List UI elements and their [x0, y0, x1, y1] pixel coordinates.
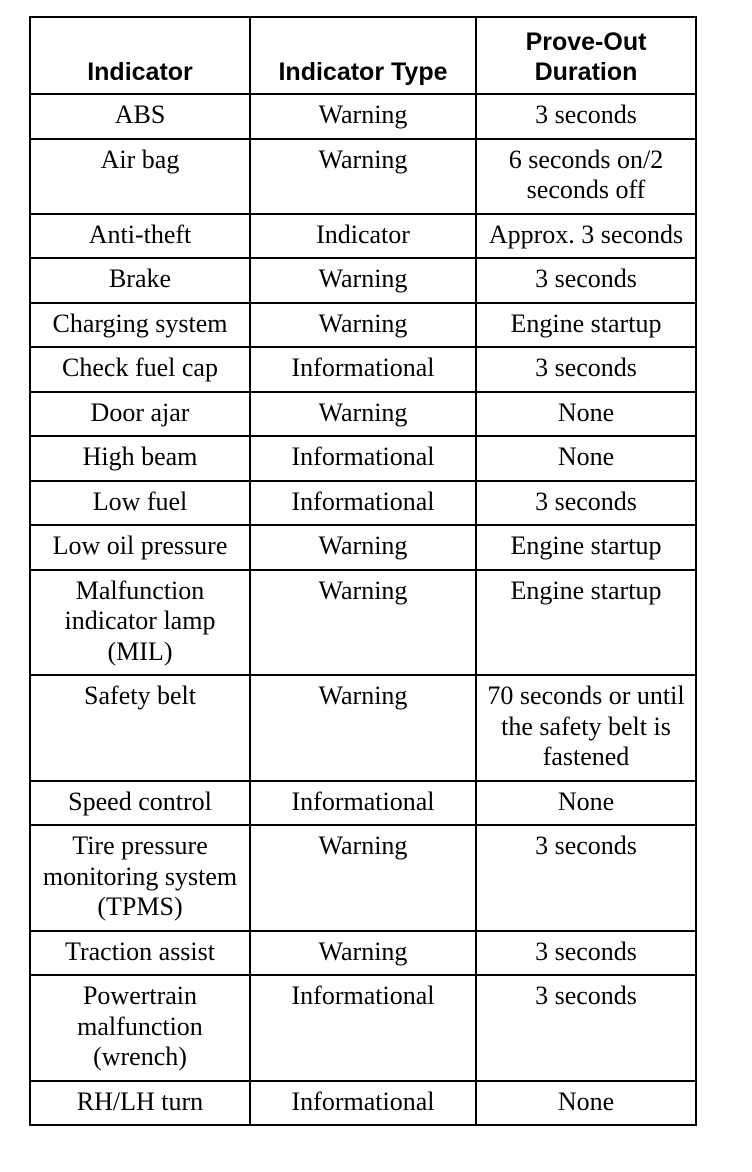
cell-indicator: Safety belt — [30, 675, 250, 781]
cell-duration: 3 seconds — [476, 258, 696, 303]
header-row — [30, 17, 696, 94]
table-row — [30, 570, 696, 676]
cell-indicator: RH/LH turn — [30, 1081, 250, 1126]
cell-indicator-type: Warning — [250, 392, 476, 437]
indicator-table — [29, 16, 697, 1126]
table-row — [30, 825, 696, 931]
cell-indicator-type: Warning — [250, 931, 476, 976]
table-row — [30, 525, 696, 570]
table-body — [30, 94, 696, 1125]
cell-indicator: Check fuel cap — [30, 347, 250, 392]
cell-indicator: Door ajar — [30, 392, 250, 437]
cell-indicator: Powertrain malfunction (wrench) — [30, 975, 250, 1081]
cell-duration: Engine startup — [476, 570, 696, 676]
table-row — [30, 1081, 696, 1126]
table-row — [30, 214, 696, 259]
cell-duration: 70 seconds or until the safety belt is fastened — [476, 675, 696, 781]
cell-indicator-type: Warning — [250, 825, 476, 931]
cell-indicator-type: Warning — [250, 258, 476, 303]
cell-indicator-type: Informational — [250, 347, 476, 392]
cell-duration: 3 seconds — [476, 481, 696, 526]
cell-duration: Approx. 3 seconds — [476, 214, 696, 259]
table-row — [30, 303, 696, 348]
cell-indicator: Air bag — [30, 139, 250, 214]
cell-indicator: ABS — [30, 94, 250, 139]
cell-indicator-type: Informational — [250, 481, 476, 526]
cell-indicator-type: Informational — [250, 1081, 476, 1126]
table-row — [30, 139, 696, 214]
table-row — [30, 975, 696, 1081]
cell-indicator: Low oil pressure — [30, 525, 250, 570]
cell-duration: None — [476, 436, 696, 481]
cell-indicator-type: Informational — [250, 975, 476, 1081]
cell-indicator-type: Warning — [250, 525, 476, 570]
cell-indicator-type: Warning — [250, 303, 476, 348]
table-row — [30, 481, 696, 526]
cell-indicator: Low fuel — [30, 481, 250, 526]
table-row — [30, 675, 696, 781]
header-prove-out-duration: Prove-Out Duration — [476, 17, 696, 94]
cell-indicator: Tire pressure monitoring system (TPMS) — [30, 825, 250, 931]
table-row — [30, 94, 696, 139]
header-indicator-type: Indicator Type — [250, 17, 476, 94]
table-row — [30, 931, 696, 976]
table-row — [30, 436, 696, 481]
cell-duration: 3 seconds — [476, 931, 696, 976]
table-row — [30, 392, 696, 437]
cell-indicator-type: Warning — [250, 139, 476, 214]
cell-indicator-type: Informational — [250, 781, 476, 826]
cell-duration: 3 seconds — [476, 825, 696, 931]
cell-duration: None — [476, 781, 696, 826]
cell-indicator-type: Warning — [250, 94, 476, 139]
table-row — [30, 258, 696, 303]
table-header — [30, 17, 696, 94]
cell-duration: 6 seconds on/2 seconds off — [476, 139, 696, 214]
cell-indicator: Brake — [30, 258, 250, 303]
cell-indicator: Charging system — [30, 303, 250, 348]
table-row — [30, 347, 696, 392]
cell-indicator-type: Informational — [250, 436, 476, 481]
cell-indicator: Traction assist — [30, 931, 250, 976]
cell-indicator-type: Indicator — [250, 214, 476, 259]
cell-duration: Engine startup — [476, 525, 696, 570]
cell-indicator-type: Warning — [250, 675, 476, 781]
cell-indicator: Malfunction indicator lamp (MIL) — [30, 570, 250, 676]
cell-indicator: High beam — [30, 436, 250, 481]
cell-indicator-type: Warning — [250, 570, 476, 676]
cell-duration: 3 seconds — [476, 347, 696, 392]
cell-duration: None — [476, 1081, 696, 1126]
cell-duration: Engine startup — [476, 303, 696, 348]
cell-duration: 3 seconds — [476, 94, 696, 139]
cell-duration: 3 seconds — [476, 975, 696, 1081]
cell-indicator: Speed control — [30, 781, 250, 826]
cell-indicator: Anti-theft — [30, 214, 250, 259]
cell-duration: None — [476, 392, 696, 437]
header-indicator: Indicator — [30, 17, 250, 94]
table-row — [30, 781, 696, 826]
